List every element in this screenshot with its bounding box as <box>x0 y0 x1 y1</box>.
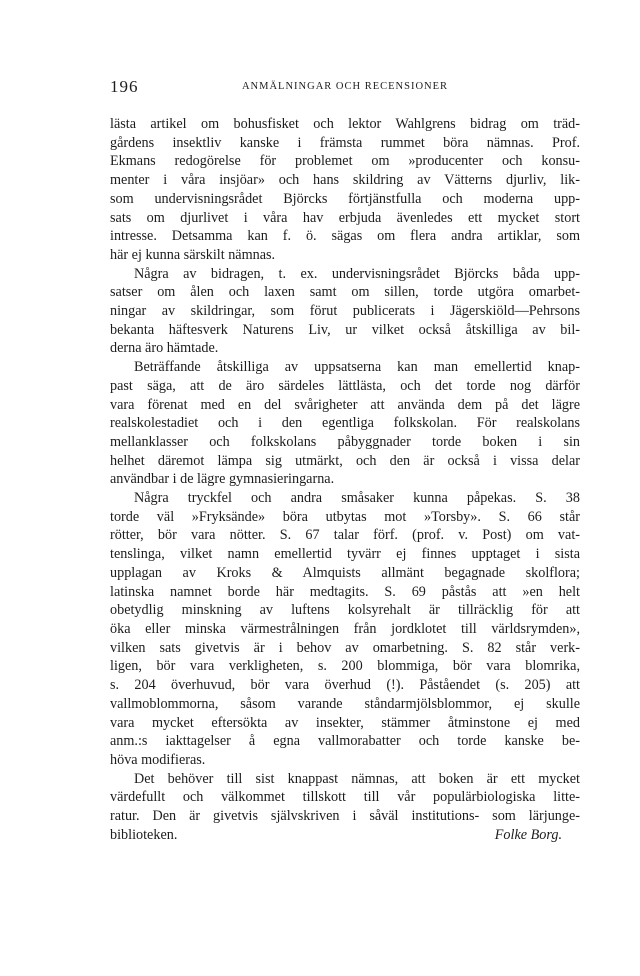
paragraph-5 <box>110 770 580 845</box>
text-line: mellanklasser och folkskolans påbyggnader torde boken i sin <box>110 433 580 450</box>
text-line: rötter, bör vara nötter. S. 67 talar förf. (prof. v. Post) om vat- <box>110 527 580 544</box>
text-line: värdefullt och välkommet tillskott till vår populärbiologiska litte- <box>110 789 580 806</box>
text-line: som undervisningsrådet Björcks förtjänstfulla och moderna upp- <box>110 190 580 207</box>
article-body <box>110 115 580 844</box>
text-line: latinska namnet borde här medtagits. S. 69 påstås att »en helt <box>110 583 580 600</box>
text-line: Beträffande åtskilliga av uppsatserna kan man emellertid knap- <box>134 359 580 376</box>
text-line: öka eller minska värmestrålningen från jordklotet till världsrymden», <box>110 620 580 637</box>
text-line: Det behöver till sist knappast nämnas, att boken är ett mycket <box>134 770 580 787</box>
text-line: satser om ålen och laxen samt om sillen, torde utgöra omarbet- <box>110 284 580 301</box>
text-line: bekanta häftesverk Naturens Liv, ur vilket också åtskilliga av bil- <box>110 321 580 338</box>
text-line: sats om djurlivet i våra hav erbjuda ävenledes ett mycket stort <box>110 209 580 226</box>
text-line: helhet däremot lämpa sig utmärkt, och den är också i vissa delar <box>110 452 580 469</box>
text-line: vara mycket eftersökta av insekter, stämmer åtminstone ej med <box>110 714 580 731</box>
text-line: vallmoblommorna, såsom varande ståndarmjölsblommor, ej skulle <box>110 695 580 712</box>
text-line: Några av bidragen, t. ex. undervisningsrådet Björcks båda upp- <box>134 265 580 282</box>
page-header <box>110 77 580 97</box>
text-line: obetydlig minskning av luftens kolsyrehalt är tillräcklig för att <box>110 602 580 619</box>
text-line: ningar av skildringar, som förut publicerats i Jägerskiöld—Pehrsons <box>110 303 580 320</box>
text-line: biblioteken. <box>110 826 178 843</box>
paragraph-4 <box>110 489 580 770</box>
paragraph-2 <box>110 265 580 359</box>
text-line: s. 204 överhuvud, bör vara överhud (!). Påståendet (s. 205) att <box>110 677 580 694</box>
text-line: anm.:s iakttagelser å egna vallmorabatter och torde kanske be- <box>110 733 580 750</box>
text-line: intresse. Detsamma kan f. ö. sägas om flera andra artiklar, som <box>110 228 580 245</box>
text-line: menter i våra insjöar» och hans skildring av Vätterns djurliv, lik- <box>110 172 580 189</box>
text-line: ligen, bör vara verkligheten, s. 200 blommiga, bör vara blomrika, <box>110 658 580 675</box>
text-line: Några tryckfel och andra småsaker kunna påpekas. S. 38 <box>134 490 580 507</box>
text-line: past säga, att de äro särdeles lättlästa, och det torde nog därför <box>110 377 580 394</box>
running-head: ANMÄLNINGAR OCH RECENSIONER <box>241 81 449 92</box>
text-line: torde väl »Fryksände» böra utbytas mot »Torsby». S. 66 står <box>110 508 580 525</box>
text-line: vilken sats givetvis är i behov av omarbetning. S. 82 står verk- <box>110 639 580 656</box>
text-line: ratur. Den är givetvis självskriven i såväl institutions- som lärjunge- <box>110 808 580 825</box>
page-number: 196 <box>110 77 139 96</box>
text-line: upplagan av Kroks & Almquists allmänt begagnade skolflora; <box>110 564 580 581</box>
text-line: tenslinga, vilket namn emellertid tyvärr ej finnes upptaget i sista <box>110 546 580 563</box>
paragraph-3 <box>110 358 580 489</box>
text-line: Ekmans redogörelse för problemet om »producenter och konsu- <box>110 153 580 170</box>
text-line: derna äro hämtade. <box>110 340 219 357</box>
text-line: vara förenat med en del svårigheter att använda dem på det lägre <box>110 396 580 413</box>
paragraph-1 <box>110 115 580 265</box>
text-line: höva modifieras. <box>110 751 206 768</box>
text-line: realskolestadiet och i den egentliga folkskolan. För realskolans <box>110 415 580 432</box>
text-line: lästa artikel om bohusfisket och lektor Wahlgrens bidrag om träd- <box>110 116 580 132</box>
text-line: användbar i de lägre gymnasieringarna. <box>110 471 335 488</box>
text-line: här ej kunna särskilt nämnas. <box>110 246 276 263</box>
text-line: gårdens insektliv kanske i främsta rummet böra nämnas. Prof. <box>110 134 580 151</box>
author-signature: Folke Borg. <box>494 826 562 843</box>
closing-line <box>110 826 580 845</box>
